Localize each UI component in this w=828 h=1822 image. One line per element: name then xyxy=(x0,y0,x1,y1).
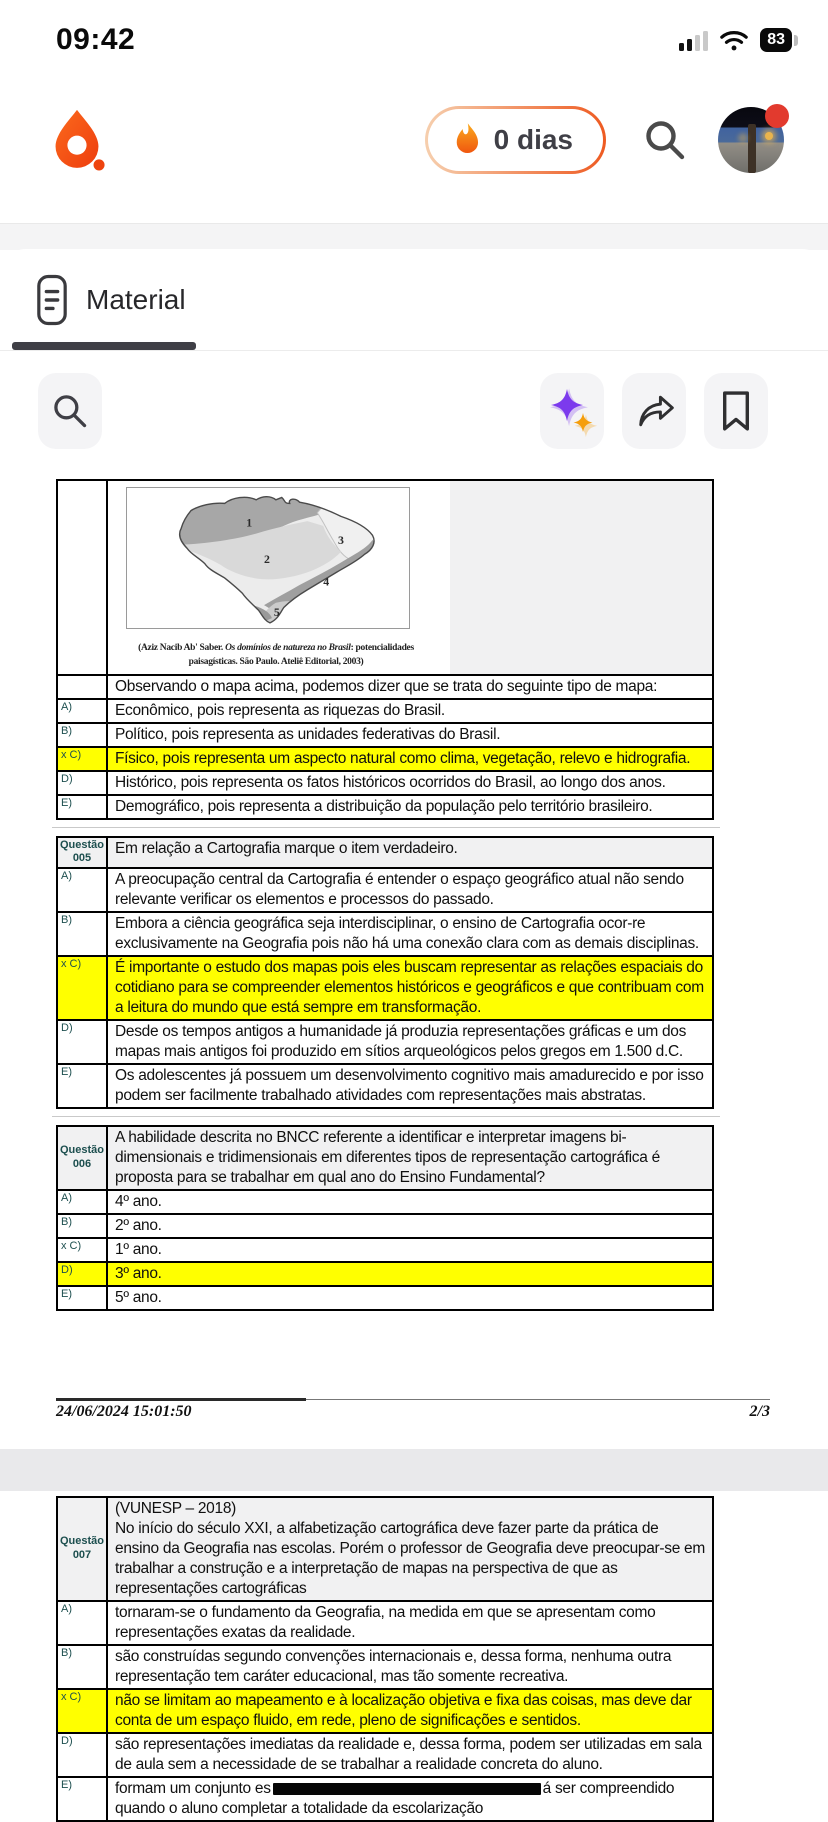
battery-icon xyxy=(760,28,798,52)
question-label-cell xyxy=(58,481,108,674)
option-text: tornaram-se o fundamento da Geografia, na medida em que se apresentam como representações exatas da realidade. xyxy=(108,1602,712,1644)
redaction-bar xyxy=(273,1783,541,1795)
battery-percent: 83 xyxy=(760,28,792,52)
question-table xyxy=(56,479,714,820)
tab-material-label: Material xyxy=(86,284,186,315)
map-region-label: 2 xyxy=(264,551,270,566)
option-label: B) xyxy=(58,724,108,746)
option-row xyxy=(58,955,712,1019)
search-document-button[interactable] xyxy=(38,373,102,449)
option-row xyxy=(58,867,712,911)
option-text: 2º ano. xyxy=(108,1215,712,1237)
option-text: Físico, pois representa um aspecto natural como clima, vegetação, relevo e hidrografia. xyxy=(108,748,712,770)
question-header-row xyxy=(58,1127,712,1189)
option-row xyxy=(58,1644,712,1688)
question-number: 005 xyxy=(72,852,92,865)
option-label: E) xyxy=(58,1287,108,1309)
option-text: Demográfico, pois representa a distribuição da população pelo território brasileiro. xyxy=(108,796,712,818)
streak-pill[interactable] xyxy=(425,106,606,174)
tab-material[interactable] xyxy=(0,249,828,327)
option-text: 1º ano. xyxy=(108,1239,712,1261)
option-label: D) xyxy=(58,1021,108,1063)
figure-citation: (Aziz Nacib Ab' Saber. Os domínios de natureza no Brasil: potencialidades paisagísticas. São Paulo. Ateliê Editorial, 2003) xyxy=(138,643,414,668)
question-image-row xyxy=(58,481,712,674)
option-row xyxy=(58,911,712,955)
brazil-map-figure xyxy=(126,487,410,629)
option-text: não se limitam ao mapeamento e à localização objetiva e fixa das coisas, mas deve dar conta de um espaço fluido, em rede, pleno de significações e sentidos. xyxy=(108,1690,712,1732)
option-row xyxy=(58,698,712,722)
option-text: É importante o estudo dos mapas pois eles buscam representar as relações espaciais do cotidiano para se compreender elementos históricos e geográficos e que contribuam com a leitura do mundo que está sempre em transformação. xyxy=(108,957,712,1019)
status-bar xyxy=(0,0,828,64)
option-row xyxy=(58,794,712,818)
question-number: 006 xyxy=(72,1158,92,1170)
pdf-page-footer xyxy=(56,1399,770,1421)
option-row xyxy=(58,1285,712,1309)
option-row xyxy=(58,1189,712,1213)
question-figure xyxy=(108,481,450,674)
option-label: x C) xyxy=(58,748,108,770)
option-row xyxy=(58,746,712,770)
question-number-cell xyxy=(58,838,108,868)
question-text-line: Observando o mapa acima, podemos dizer que se trata do seguinte tipo de mapa: xyxy=(115,677,658,695)
option-row xyxy=(58,1732,712,1776)
search-icon xyxy=(50,391,90,431)
content-card xyxy=(0,249,828,1817)
avatar[interactable] xyxy=(718,107,784,173)
option-text: A preocupação central da Cartografia é entender o espaço geográfico atual não sendo relevante verificar os elementos e processos do passado. xyxy=(108,869,712,911)
option-label: E) xyxy=(58,796,108,818)
option-row xyxy=(58,770,712,794)
cellular-signal-icon xyxy=(679,29,708,51)
option-label: A) xyxy=(58,869,108,911)
question-table xyxy=(56,1125,714,1311)
question-table xyxy=(56,836,714,1110)
option-text: Os adolescentes já possuem um desenvolvimento cognitivo mais amadurecido e por isso podem ser facilmente trabalhado atividades com representações mais abstratas. xyxy=(108,1065,712,1107)
map-region-label: 1 xyxy=(246,515,252,530)
pdf-page-number: 2/3 xyxy=(749,1403,770,1420)
question-text-line: (VUNESP – 2018) xyxy=(115,1500,236,1517)
option-label: D) xyxy=(58,1263,108,1285)
question-text xyxy=(108,838,712,868)
question-number: 007 xyxy=(72,1549,92,1561)
question-header-row xyxy=(58,838,712,868)
option-text: são construídas segundo convenções internacionais e, dessa forma, nenhuma outra representação tem caráter educacional, mas tão somente recreativa. xyxy=(108,1646,712,1688)
option-text: 5º ano. xyxy=(108,1287,712,1309)
clock: 09:42 xyxy=(56,23,136,56)
app-header xyxy=(48,100,784,180)
option-row xyxy=(58,1600,712,1644)
active-tab-indicator xyxy=(12,342,196,350)
option-row xyxy=(58,722,712,746)
pdf-timestamp: 24/06/2024 15:01:50 xyxy=(56,1403,192,1420)
option-row xyxy=(58,1213,712,1237)
table-gap-line xyxy=(52,827,720,828)
question-table xyxy=(56,1496,714,1822)
option-row xyxy=(58,1261,712,1285)
question-number-cell xyxy=(58,1498,108,1600)
option-row xyxy=(58,1688,712,1732)
option-label: x C) xyxy=(58,1690,108,1732)
option-row xyxy=(58,1019,712,1063)
option-label: E) xyxy=(58,1065,108,1107)
question-word: Questão xyxy=(60,1535,105,1548)
option-label: B) xyxy=(58,913,108,955)
option-label: x C) xyxy=(58,957,108,1019)
streak-count-label: 0 dias xyxy=(493,124,573,155)
option-label: B) xyxy=(58,1215,108,1237)
map-region-label: 5 xyxy=(273,605,280,620)
pdf-viewer[interactable] xyxy=(0,449,828,1822)
share-button[interactable] xyxy=(622,373,686,449)
question-text-line: A habilidade descrita no BNCC referente a identificar e interpretar imagens bi-dimensionais e tridimensionais em diferentes tipos de representação cartográfica é proposta para se trabalhar em qual ano do Ensino Fundamental? xyxy=(115,1129,660,1186)
option-text: Desde os tempos antigos a humanidade já produzia representações gráficas e um dos mapas mais antigos foi produzido em sítios arqueológicos pelos gregos em 1.500 d.C. xyxy=(108,1021,712,1063)
ai-sparkles-icon xyxy=(550,387,594,435)
question-text xyxy=(108,1127,712,1189)
question-text xyxy=(108,1498,712,1600)
bookmark-icon xyxy=(720,390,752,432)
search-icon[interactable] xyxy=(642,117,688,163)
question-image-cell xyxy=(108,481,712,674)
map-region-label: 4 xyxy=(323,574,329,589)
option-text: 3º ano. xyxy=(108,1263,712,1285)
question-header-row xyxy=(58,1498,712,1600)
question-word: Questão xyxy=(60,1144,105,1157)
question-text-line: Em relação a Cartografia marque o item verdadeiro. xyxy=(115,839,458,857)
option-text-suffix: á ser compreendido xyxy=(542,1780,675,1797)
bookmark-button[interactable] xyxy=(704,373,768,449)
app-logo-icon xyxy=(48,108,106,172)
option-label: A) xyxy=(58,1602,108,1644)
option-label: B) xyxy=(58,1646,108,1688)
option-text: Embora a ciência geográfica seja interdisciplinar, o ensino de Cartografia ocor-re exclusivamente na Geografia pois não há uma conexão clara com as demais disciplinas. xyxy=(108,913,712,955)
option-label: A) xyxy=(58,1191,108,1213)
question-text xyxy=(108,676,712,698)
option-label: D) xyxy=(58,772,108,794)
option-text-line: quando o aluno completar a totalidade da escolarização xyxy=(115,1800,484,1817)
option-text: Histórico, pois representa os fatos históricos ocorridos do Brasil, ao longo dos anos. xyxy=(108,772,712,794)
option-text: são representações imediatas da realidade e, dessa forma, podem ser utilizadas em sala de aula sem a necessidade de se trabalhar a realidade concreta do aluno. xyxy=(108,1734,712,1776)
document-icon xyxy=(36,273,68,327)
option-row xyxy=(58,1063,712,1107)
wifi-icon xyxy=(719,28,749,52)
option-text: Econômico, pois representa as riquezas do Brasil. xyxy=(108,700,712,722)
option-label: A) xyxy=(58,700,108,722)
option-text: 4º ano. xyxy=(108,1191,712,1213)
question-number-cell xyxy=(58,1127,108,1189)
figure-gray-filler xyxy=(450,481,712,674)
table-gap-line xyxy=(52,1116,720,1117)
question-word: Questão xyxy=(60,838,105,851)
document-toolbar xyxy=(0,351,828,449)
option-text xyxy=(108,1778,712,1820)
ai-assistant-button[interactable] xyxy=(540,373,604,449)
option-label: D) xyxy=(58,1734,108,1776)
notification-dot xyxy=(765,104,789,128)
option-text-line xyxy=(115,1779,705,1799)
share-icon xyxy=(632,391,676,431)
option-row xyxy=(58,1237,712,1261)
flame-icon xyxy=(452,121,482,159)
option-text-prefix: formam um conjunto es xyxy=(115,1780,271,1797)
question-header-row xyxy=(58,674,712,698)
option-text: Político, pois representa as unidades federativas do Brasil. xyxy=(108,724,712,746)
page-break-gap xyxy=(0,1449,828,1491)
option-label: E) xyxy=(58,1778,108,1820)
option-label: x C) xyxy=(58,1239,108,1261)
option-row xyxy=(58,1776,712,1820)
question-text-line: No início do século XXI, a alfabetização cartográfica deve fazer parte da prática de ensino da Geografia nas escolas. Porém o professor de Geografia deve preocupar-se em trabalhar a construção e a interpretação de mapas na perspectiva de que as representações cartográficas xyxy=(115,1520,705,1597)
map-region-label: 3 xyxy=(338,533,344,548)
question-number-cell xyxy=(58,676,108,698)
section-divider-band xyxy=(0,223,828,250)
